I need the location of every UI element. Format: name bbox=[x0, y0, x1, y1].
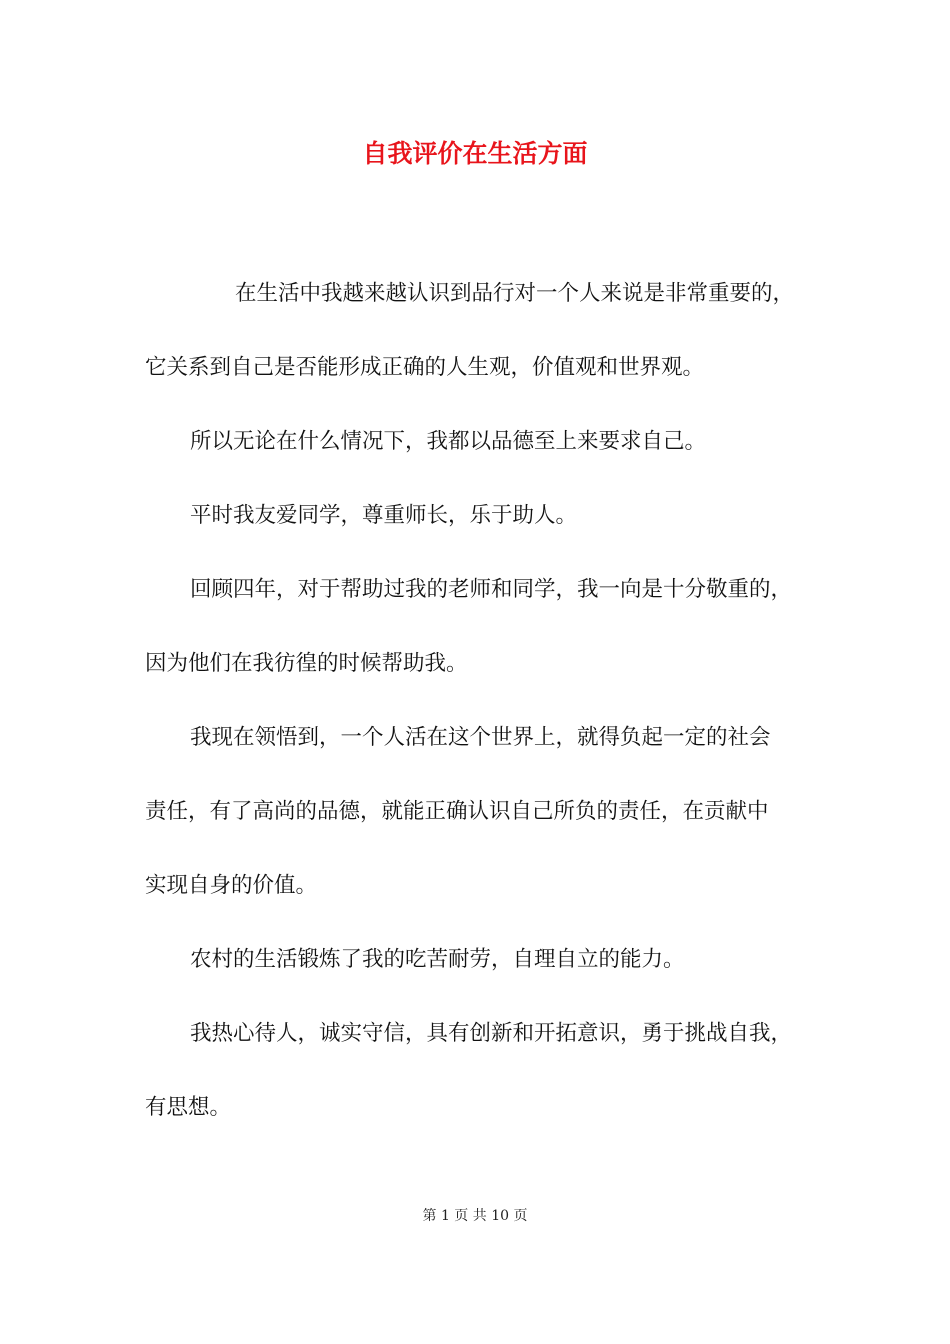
paragraph-line: 实现自身的价值。 bbox=[145, 873, 318, 898]
paragraph-line: 我热心待人，诚实守信，具有创新和开拓意识，勇于挑战自我， bbox=[190, 1021, 793, 1046]
paragraph-line: 责任，有了高尚的品德，就能正确认识自己所负的责任，在贡献中 bbox=[145, 799, 769, 824]
paragraph-line: 农村的生活锻炼了我的吃苦耐劳，自理自立的能力。 bbox=[190, 947, 685, 972]
page-footer bbox=[0, 1206, 950, 1226]
document-title: 自我评价在生活方面 bbox=[362, 139, 588, 168]
paragraph-line: 回顾四年，对于帮助过我的老师和同学，我一向是十分敬重的， bbox=[190, 577, 793, 602]
page-number: 第 1 页 共 10 页 bbox=[422, 1208, 528, 1224]
paragraph-line: 平时我友爱同学，尊重师长，乐于助人。 bbox=[190, 503, 578, 528]
paragraph-line: 有思想。 bbox=[145, 1095, 232, 1120]
paragraph-line: 因为他们在我彷徨的时候帮助我。 bbox=[145, 651, 468, 676]
document-body bbox=[145, 272, 817, 1160]
paragraph-line: 我现在领悟到，一个人活在这个世界上，就得负起一定的社会 bbox=[190, 725, 771, 750]
paragraph-line: 在生活中我越来越认识到品行对一个人来说是非常重要的， bbox=[235, 281, 795, 306]
paragraph-line: 所以无论在什么情况下，我都以品德至上来要求自己。 bbox=[190, 429, 707, 454]
paragraph-line: 它关系到自己是否能形成正确的人生观，价值观和世界观。 bbox=[145, 355, 705, 380]
